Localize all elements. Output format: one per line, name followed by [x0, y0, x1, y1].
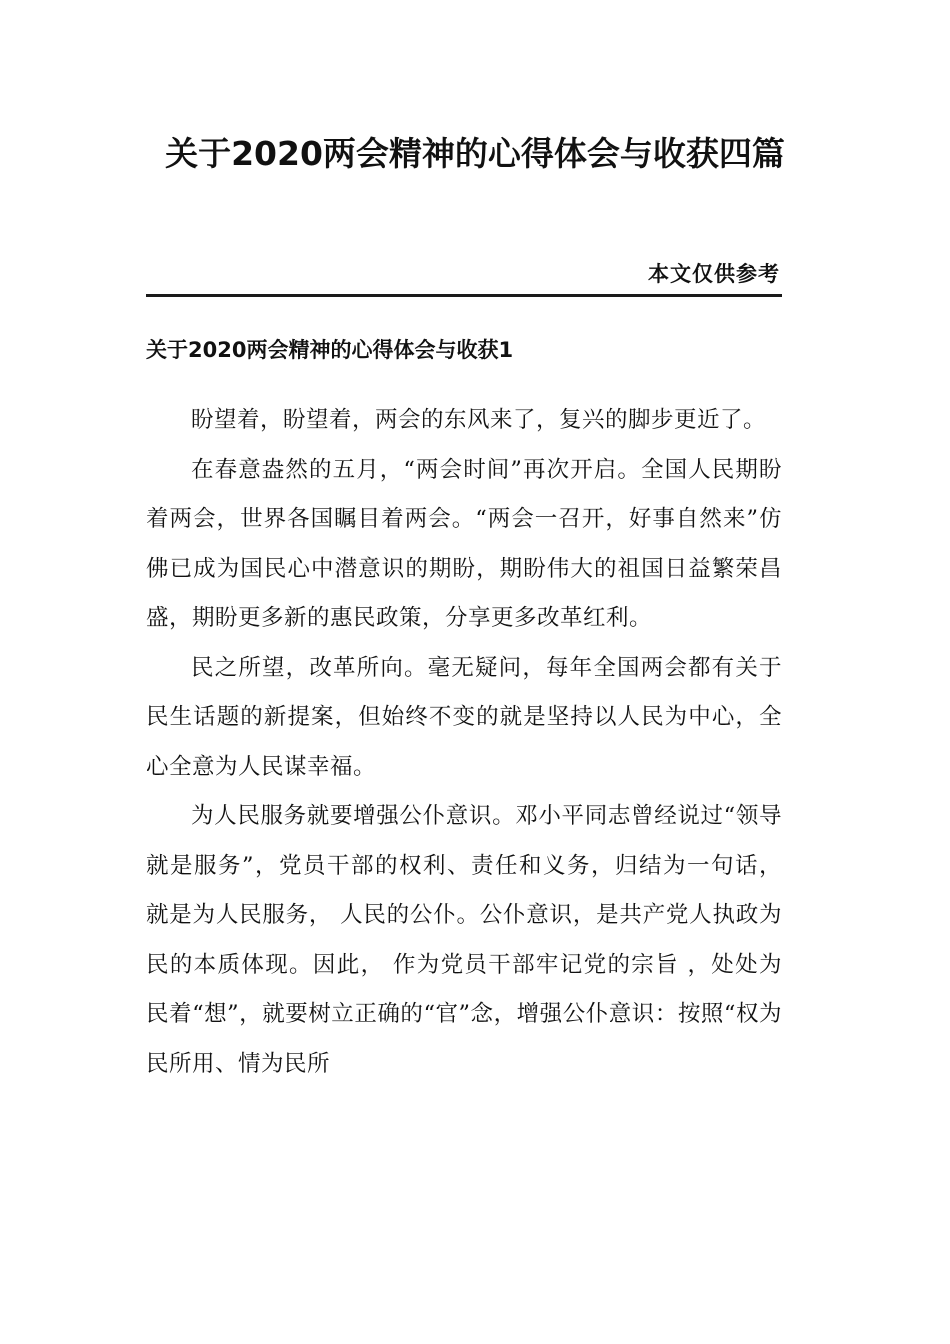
- document-title: 关于2020两会精神的心得体会与收获四篇: [165, 134, 785, 173]
- paragraph: 民之所望，改革所向。毫无疑问，每年全国两会都有关于民生话题的新提案，但始终不变的就是坚持以人民为中心，全心全意为人民谋幸福。: [146, 654, 782, 780]
- paragraph: 在春意盎然的五月，“两会时间”再次开启。全国人民期盼着两会，世界各国瞩目着两会。“两会一召开，好事自然来”仿佛已成为国民心中潜意识的期盼，期盼伟大的祖国日益繁荣昌盛，期盼更多新的惠民政策，分享更多改革红利。: [146, 456, 782, 631]
- header-divider: [146, 294, 782, 297]
- body-text: [146, 396, 782, 1089]
- section-heading: 关于2020两会精神的心得体会与收获1: [146, 338, 514, 362]
- paragraph: 盼望着，盼望着，两会的东风来了，复兴的脚步更近了。: [191, 407, 767, 433]
- paragraph: 为人民服务就要增强公仆意识。邓小平同志曾经说过“领导就是服务”，党员干部的权利、责任和义务，归结为一句话， 就是为人民服务， 人民的公仆。公仆意识，是共产党人执政为民的本质体现。因此， 作为党员干部牢记党的宗旨 ，处处为民着“想”，就要树立正确的“官”念，增强公仆意识：按照“权为民所用、情为民所: [146, 803, 782, 1077]
- reference-note: 本文仅供参考: [648, 262, 780, 286]
